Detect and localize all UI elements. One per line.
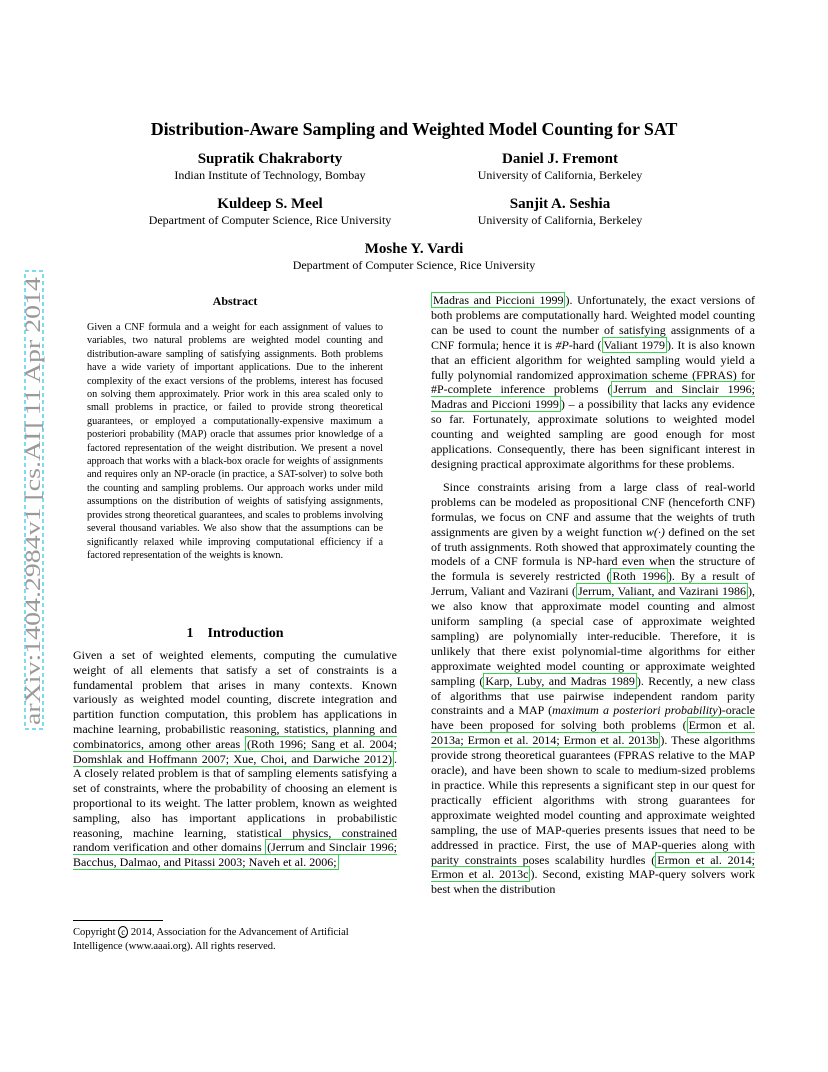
body-text: ). Recently, a new class of algorithms that use pairwise independent random parity constraints and a MAP ( [431, 673, 755, 718]
emphasis-text: maximum a posteriori probability [552, 703, 718, 718]
author-block-vardi [214, 240, 614, 273]
citation-link[interactable]: Karp, Luby, and Madras 1989 [485, 673, 635, 688]
author-name: Supratik Chakraborty [197, 151, 343, 167]
footnote-text: 2014, Association for the Advancement of Artificial Intelligence (www.aaai.org). All rights reserved. [73, 927, 349, 952]
citation-link[interactable]: (Jerrum and Sinclair 1996; Bacchus, Dalmao, and Pitassi 2003; Naveh et al. 2006; [73, 840, 398, 870]
citation-link[interactable]: Jerrum and Sinclair 1996; Madras and Piccioni 1999 [431, 382, 755, 412]
body-text: ). Unfortunately, the exact versions of both problems are computationally hard. Weighted model counting can be used to count the number of satisfying assignments of a CNF formula; hence it is [431, 293, 755, 352]
arxiv-stamp [20, 270, 45, 730]
author-name: Moshe Y. Vardi [364, 241, 464, 257]
intro-text: . A closely related problem is that of sampling elements satisfying a set of constraints, where the probability of choosing an element is proportional to its weight. The latter problem, known as weighted sampling, also has important applications in probabilistic reasoning, machine learning, statistical physics, constrained random verification and other domains [73, 751, 397, 855]
arxiv-stamp-text: arXiv:1404.2984v1 [cs.AI] 11 Apr 2014 [20, 371, 45, 725]
section-number: 1 [186, 626, 194, 641]
body-text: ), we also know that approximate model counting and almost uniform sampling (a special case of approximate weighted sampling) are polynomially inter-reducible. Therefore, it is unlikely that there exist polynomial-time algorithms for either approximate weighted model counting or approximate weighted sampling ( [431, 584, 755, 688]
arxiv-stamp-svg [20, 270, 45, 730]
body-text: ). By a result of Jerrum, Valiant and Vazirani ( [431, 569, 755, 599]
section-title: Introduction [207, 626, 284, 641]
right-paragraph-2 [431, 480, 755, 897]
author-block-chakraborty [150, 150, 390, 183]
citation-link[interactable]: Roth 1996 [612, 569, 666, 584]
introduction-paragraph [73, 648, 397, 870]
copyright-footnote [73, 925, 397, 954]
citation-link[interactable]: Ermon et al. 2014; Ermon et al. 2013c [431, 852, 755, 882]
citation-link[interactable]: (Roth 1996; Sang et al. 2004; Domshlak and Hoffmann 2007; Xue, Choi, and Darwiche 2012) [73, 736, 397, 766]
copyright-symbol: c [118, 926, 128, 938]
right-column [431, 293, 755, 897]
body-text: defined on the set of truth assignments. Roth showed that approximately counting the models of a CNF formula is NP-hard even when the structure of the formula is severely restricted ( [431, 524, 755, 584]
intro-text: Given a set of weighted elements, computing the cumulative weight of all elements that satisfy a set of constraints is a fundamental problem that arises in many contexts. Known variously as weighted model counting, discrete integration and partition function computation, this problem has applications in machine learning, probabilistic reasoning, statistics, planning and combinatorics, among other areas [73, 648, 397, 751]
author-block-fremont [442, 150, 678, 183]
citation-link[interactable]: Jerrum, Valiant, and Vazirani 1986 [578, 584, 746, 599]
abstract-text: Given a CNF formula and a weight for each assignment of values to variables, two natural problems are weighted model counting and distribution-aware sampling of satisfying assignments. Both problems have a wide variety of important applications. Due to the inherent complexity of the exact versions of the problems, interest has focused on solving them approximately. Prior work in this area scaled only to small problems in practice, or failed to provide strong theoretical guarantees, or employed a computationally-expensive maximum a posteriori probability (MAP) oracle that assumes prior knowledge of a factored representation of the weight distribution. We present a novel approach that works with a black-box oracle for weights of assignments and requires only an NP-oracle (in practice, a SAT-solver) to solve both the counting and sampling problems. Our approach works under mild assumptions on the distribution of weights of satisfying assignments, provides strong theoretical guarantees, and scales to problems involving several thousand variables. We also show that the assumptions can be significantly relaxed while improving computational efficiency if a factored representation of the weights is known. [87, 322, 383, 561]
author-block-seshia [442, 195, 678, 228]
author-name: Kuldeep S. Meel [217, 196, 323, 212]
author-block-meel [120, 195, 420, 228]
section-heading-introduction [73, 626, 397, 642]
body-text: ). These algorithms provide strong theoretical guarantees (FPRAS relative to the MAP oracle), and have been shown to scale to medium-sized problems in practice. While this represents a significant step in our quest for practically efficient algorithms with strong guarantees for approximate weighted model counting and approximate weighted sampling, the use of MAP-queries presents issues that need to be addressed in practice. First, the use of MAP-queries along with parity constraints poses scalability hurdles ( [431, 733, 755, 867]
math-text: #P [555, 337, 569, 352]
author-affiliation: University of California, Berkeley [477, 168, 643, 182]
citation-link[interactable]: Valiant 1979 [603, 337, 665, 352]
body-text: -hard ( [568, 337, 602, 352]
math-text: w(·) [645, 524, 665, 539]
citation-link[interactable]: Madras and Piccioni 1999 [433, 293, 564, 307]
body-text: ) – a possibility that lacks any evidence so far. Fortunately, approximate solutions to weighted model counting and weighted sampling are good enough for most applications. Consequently, there has been significant interest in designing practical approximate algorithms for these problems. [431, 397, 755, 471]
footnote-divider [73, 920, 163, 921]
body-text: ). Second, existing MAP-query solvers work best when the distribution [431, 867, 755, 897]
footnote-text: Copyright [73, 927, 119, 938]
body-text: ). It is also known that an efficient algorithm for weighted sampling would yield a fully polynomial randomized approximation scheme (FPRAS) for #P-complete inference problems ( [431, 337, 755, 397]
body-text: Since constraints arising from a large class of real-world problems can be modeled as propositional CNF (henceforth CNF) formulas, we focus on CNF and assume that the weights of truth assignments are given by a weight function [431, 479, 755, 539]
citation-link[interactable]: Ermon et al. 2013a; Ermon et al. 2014; Ermon et al. 2013b [431, 718, 755, 748]
author-affiliation: Indian Institute of Technology, Bombay [174, 168, 366, 182]
author-affiliation: Department of Computer Science, Rice University [292, 258, 536, 272]
author-affiliation: Department of Computer Science, Rice University [148, 213, 392, 227]
paper-title: Distribution-Aware Sampling and Weighted Model Counting for SAT [150, 119, 678, 139]
author-name: Sanjit A. Seshia [509, 196, 611, 212]
abstract-heading: Abstract [212, 294, 258, 308]
author-affiliation: University of California, Berkeley [477, 213, 643, 227]
author-name: Daniel J. Fremont [502, 151, 618, 167]
right-paragraph-1 [431, 293, 755, 472]
body-text: )-oracle have been proposed for solving both problems ( [431, 703, 756, 733]
